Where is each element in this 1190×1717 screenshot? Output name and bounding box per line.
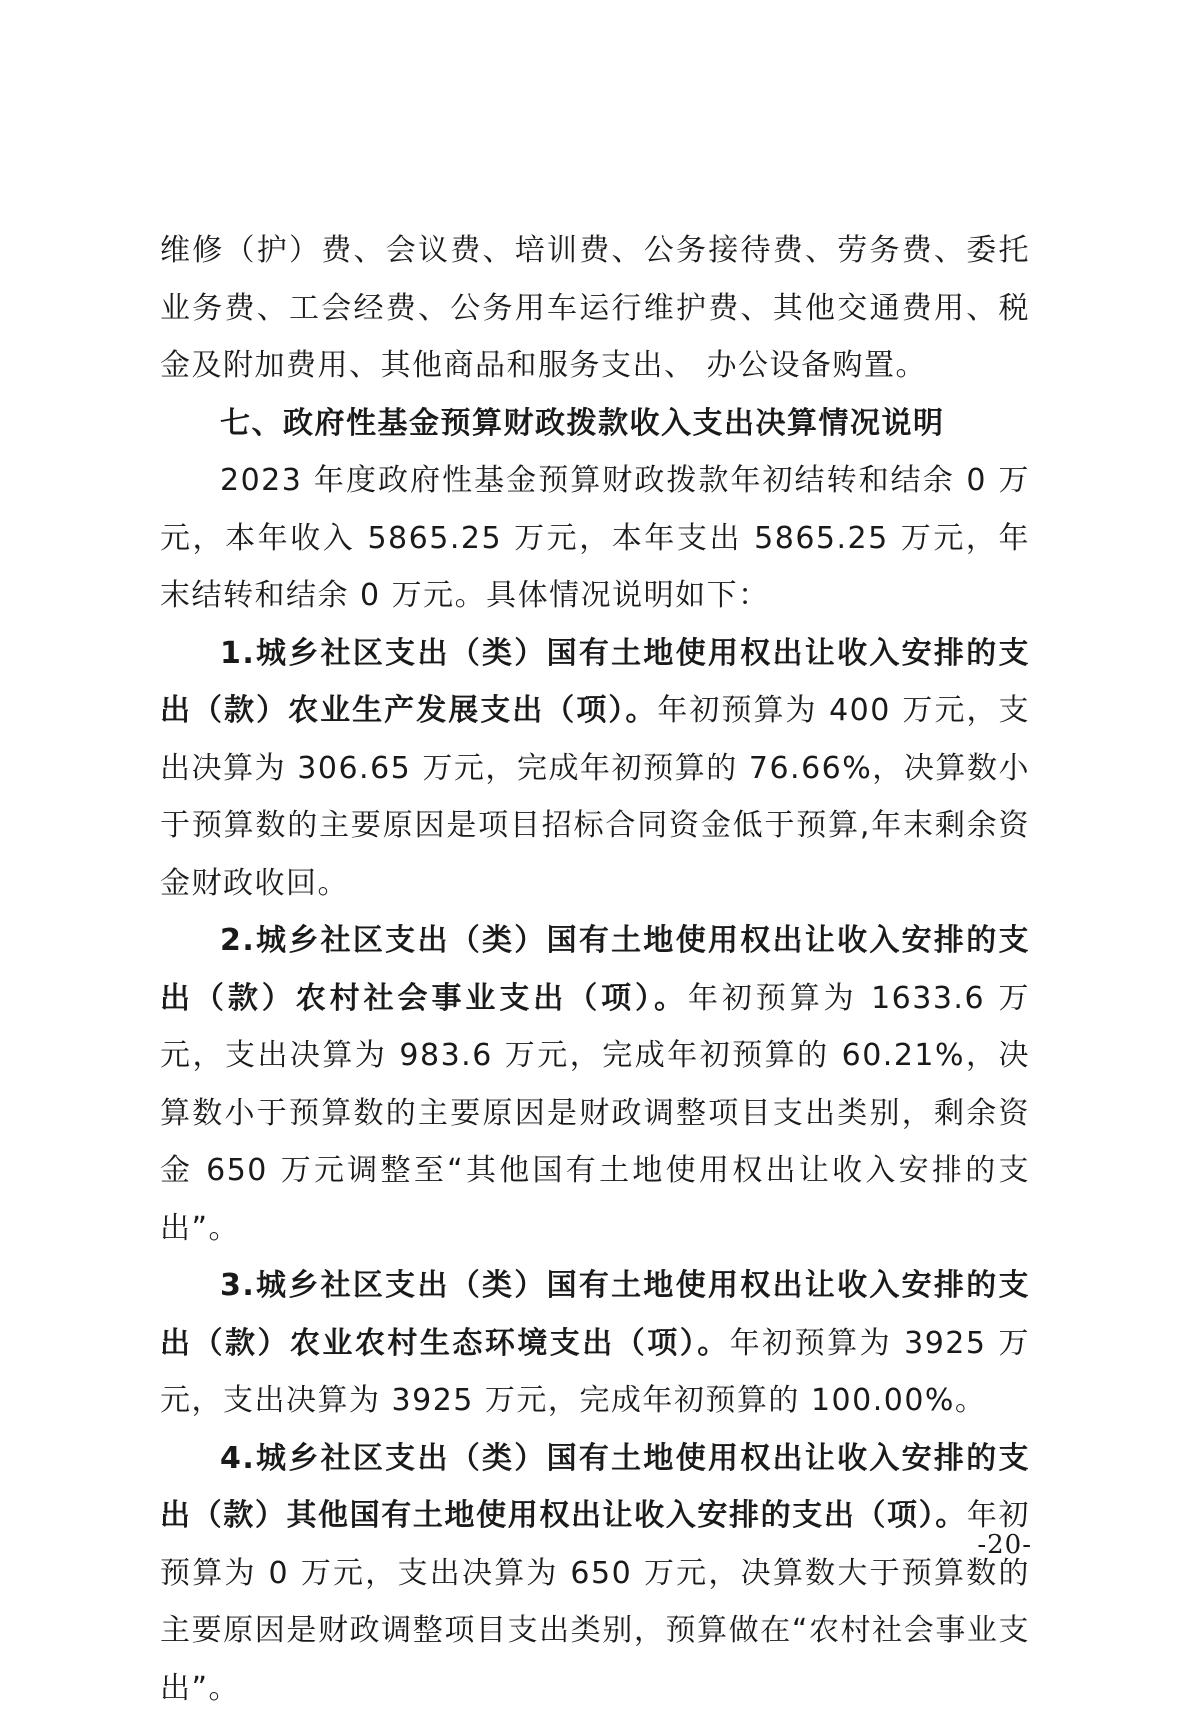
item-paragraph-1 [160,625,1030,913]
summary-paragraph: 2023 年度政府性基金预算财政拨款年初结转和结余 0 万元，本年收入 5865.25 万元，本年支出 5865.25 万元，年末结转和结余 0 万元。具体情况说明如下： [160,452,1030,625]
section-heading: 七、政府性基金预算财政拨款收入支出决算情况说明 [160,395,1030,453]
item-text: 年初预算为 400 万元，支出决算为 306.65 万元，完成年初预算的 76.66%，决算数小于预算数的主要原因是项目招标合同资金低于预算,年末剩余资金财政收回。 [160,693,1030,901]
item-text: 年初预算为 3925 万元，支出决算为 3925 万元，完成年初预算的 100.00%。 [160,1326,1030,1419]
item-paragraph-4 [160,1430,1030,1717]
item-title: 4.城乡社区支出（类）国有土地使用权出让收入安排的支出（款）其他国有土地使用权出让收入安排的支出（项）。 [160,1441,1030,1534]
document-body [160,222,1030,1717]
page-number: -20- [977,1530,1032,1560]
item-title: 3.城乡社区支出（类）国有土地使用权出让收入安排的支出（款）农业农村生态环境支出（项）。 [160,1268,1030,1361]
item-text: 年初预算为 0 万元，支出决算为 650 万元，决算数大于预算数的主要原因是财政调整项目支出类别，预算做在“农村社会事业支出”。 [160,1498,1030,1706]
continuation-paragraph: 维修（护）费、会议费、培训费、公务接待费、劳务费、委托业务费、工会经费、公务用车运行维护费、其他交通费用、税金及附加费用、其他商品和服务支出、 办公设备购置。 [160,222,1030,395]
item-text: 年初预算为 1633.6 万元，支出决算为 983.6 万元，完成年初预算的 60.21%，决算数小于预算数的主要原因是财政调整项目支出类别，剩余资金 650 万元调整至“其他国有土地使用权出让收入安排的支出”。 [160,981,1030,1246]
item-title: 2.城乡社区支出（类）国有土地使用权出让收入安排的支出（款）农村社会事业支出（项）。 [160,923,1030,1016]
item-paragraph-3 [160,1257,1030,1430]
item-paragraph-2 [160,912,1030,1257]
item-title: 1.城乡社区支出（类）国有土地使用权出让收入安排的支出（款）农业生产发展支出（项）。 [160,636,1030,729]
